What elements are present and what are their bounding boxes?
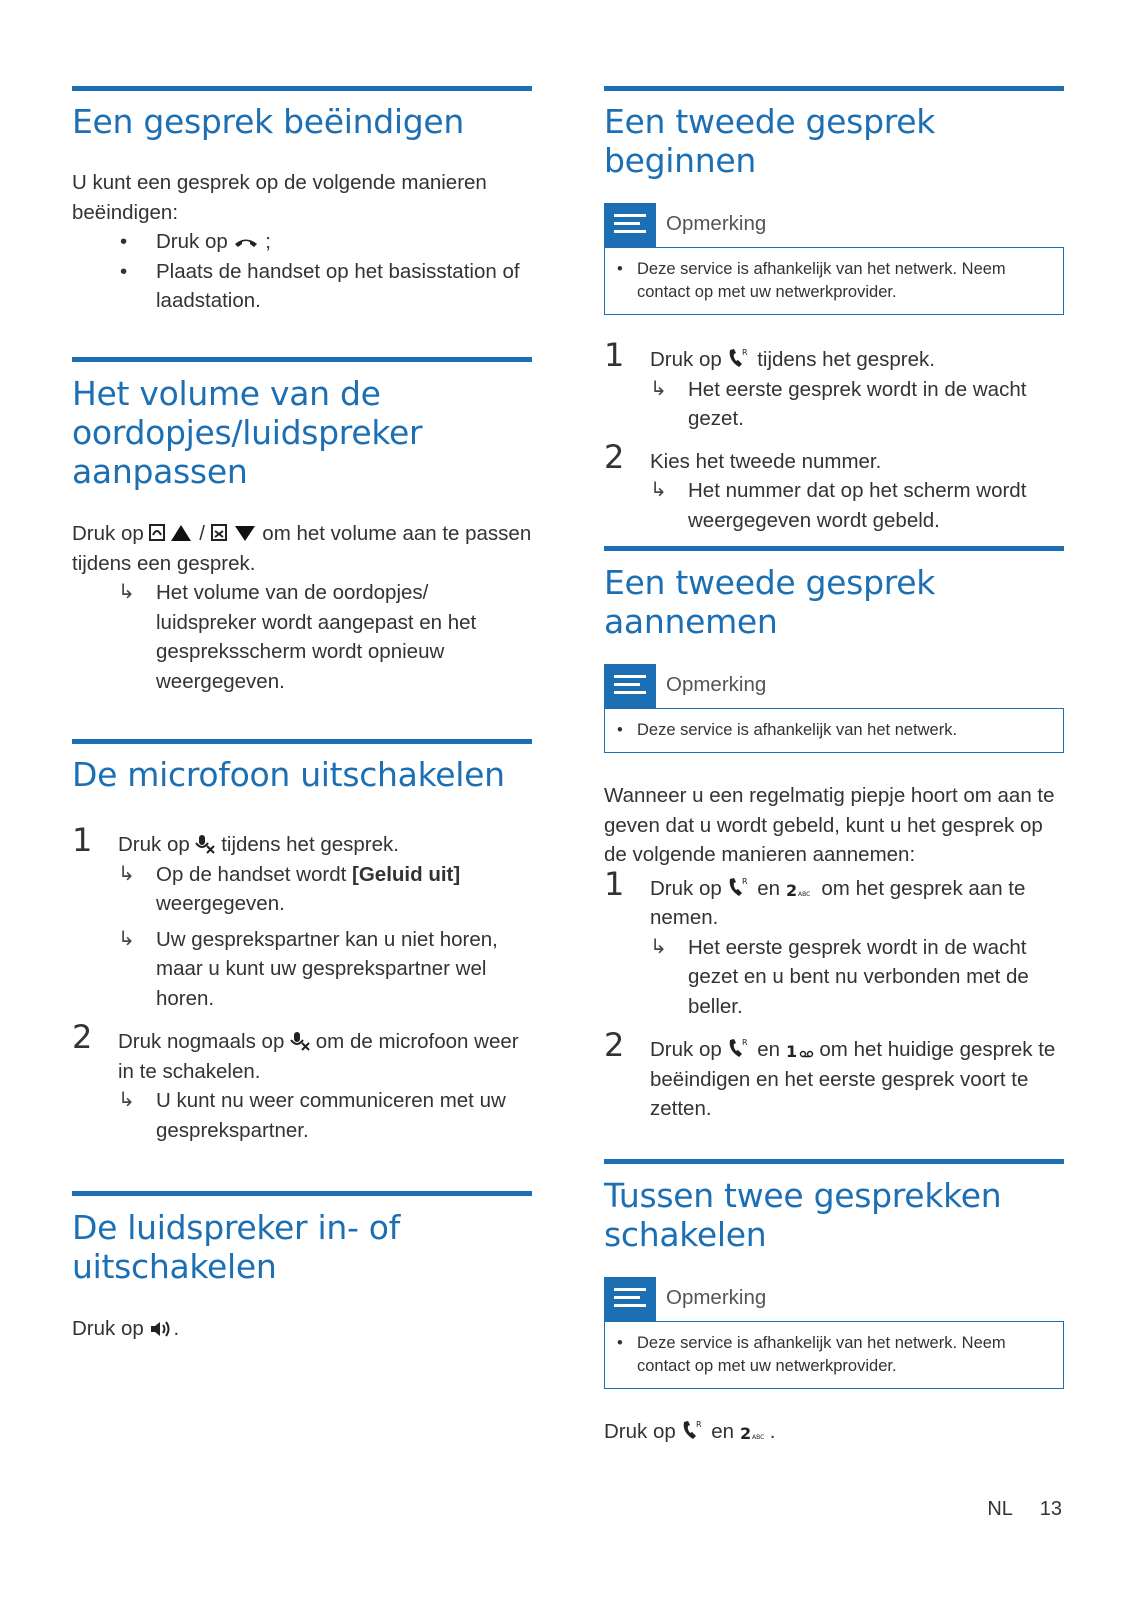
step-number: 2 — [72, 1018, 93, 1056]
text-run: om het gesprek aan te nemen. — [650, 876, 1026, 929]
note-icon — [604, 664, 656, 708]
svg-text:R: R — [696, 1420, 703, 1429]
note-text: Deze service is afhankelijk van het netwerk. Neem contact op met uw netwerkprovider. — [637, 260, 1006, 301]
result-text: Het eerste gesprek wordt in de wacht gezet. — [688, 377, 1027, 430]
title-line: De luidspreker in- of — [72, 1208, 400, 1247]
note-header — [604, 1277, 1064, 1321]
note-box — [604, 247, 1064, 315]
result-arrow-icon: ↳ — [650, 377, 667, 400]
step-number: 1 — [72, 821, 93, 859]
result-text: Het volume van de oordopjes/ luidspreker wordt aangepast en het gespreksscherm wordt opnieuw weergegeven. — [156, 581, 477, 693]
mute-icon — [195, 834, 215, 854]
text-run: . — [173, 1317, 180, 1340]
section-mute — [72, 739, 532, 1145]
step-item — [604, 336, 1064, 434]
bullet-text: Druk op — [156, 230, 228, 253]
result-arrow-icon: ↳ — [118, 862, 135, 885]
note-label: Opmerking — [666, 1286, 767, 1309]
note-label: Opmerking — [666, 212, 767, 235]
result-text: Het eerste gesprek wordt in de wacht gezet en u bent nu verbonden met de beller. — [688, 935, 1029, 1018]
bullet-dot: • — [617, 721, 623, 739]
section-end-call — [72, 86, 532, 316]
step-item — [72, 821, 532, 1013]
bullet-list — [72, 227, 532, 316]
section-title: De microfoon uitschakelen — [72, 755, 505, 794]
section-volume — [72, 357, 532, 696]
step-item — [604, 437, 1064, 536]
list-item — [72, 257, 532, 316]
title-line: uitschakelen — [72, 1247, 277, 1286]
section-title: Een tweede gesprek beginnen — [604, 102, 936, 180]
bullet-dot: • — [120, 259, 128, 283]
text-run: om de microfoon weer in te schakelen. — [118, 1030, 519, 1083]
step-item — [604, 864, 1064, 1022]
key-2-icon — [786, 882, 816, 898]
section-title — [604, 563, 1064, 641]
instruction-text — [604, 1417, 1064, 1447]
bullet-dot: • — [617, 1334, 623, 1352]
section-speaker — [72, 1191, 532, 1344]
recall-icon — [681, 1419, 705, 1441]
intro-text: U kunt een gesprek op de volgende manieren beëindigen: — [72, 171, 487, 224]
text-run: tijdens het gesprek. — [221, 833, 399, 856]
note-icon — [604, 203, 656, 247]
page-number: 13 — [1039, 1498, 1062, 1520]
intro-text: Wanneer u een regelmatig piepje hoort om aan te geven dat u wordt gebeld, kunt u het gesprek op de volgende manieren aannemen: — [604, 784, 1055, 866]
section-rule — [604, 1159, 1064, 1164]
note-header — [604, 664, 1064, 708]
result-text: Het nummer dat op het scherm wordt weergegeven wordt gebeld. — [688, 479, 1027, 532]
text-run: en — [757, 1038, 780, 1061]
text-run: / — [199, 522, 205, 545]
section-rule — [604, 86, 1064, 91]
bullet-text-end: ; — [265, 230, 271, 253]
instruction-text — [72, 519, 532, 578]
result-item — [650, 375, 1064, 434]
speaker-icon — [149, 1320, 173, 1338]
page-footer — [987, 1498, 1062, 1521]
note — [604, 664, 1064, 753]
text-run: om het volume aan te passen tijdens een gesprek. — [72, 522, 532, 575]
step-number: 1 — [604, 336, 625, 374]
bullet-text: Plaats de handset op het basisstation of laadstation. — [156, 259, 520, 312]
title-line: Het volume van de — [72, 374, 381, 413]
svg-text:2: 2 — [785, 881, 797, 898]
key-1-icon — [786, 1043, 814, 1059]
list-item — [72, 227, 532, 257]
result-text: Uw gesprekspartner kan u niet horen, maar u kunt uw gesprekspartner wel horen. — [156, 927, 498, 1010]
bullet-dot: • — [617, 260, 623, 278]
section-switch-calls — [604, 1159, 1064, 1447]
recall-icon — [727, 876, 751, 898]
mute-icon — [290, 1031, 310, 1051]
note — [604, 1277, 1064, 1389]
note-box — [604, 1321, 1064, 1389]
text-run: om het huidige gesprek te beëindigen en het eerste gesprek voort te zetten. — [650, 1038, 1056, 1120]
step-number: 2 — [604, 1026, 625, 1064]
recall-icon — [727, 1037, 751, 1059]
svg-text:ABC: ABC — [751, 1434, 765, 1441]
text-run: en — [757, 876, 780, 900]
section-rule — [72, 86, 532, 91]
instruction-text — [72, 1314, 532, 1344]
end-call-icon — [233, 235, 259, 251]
section-title — [72, 374, 532, 491]
volume-up-icon — [149, 523, 193, 543]
result-text: weergegeven. — [156, 892, 285, 915]
title-line: Tussen twee gesprekken — [604, 1176, 1002, 1215]
note-icon — [604, 1277, 656, 1321]
section-rule — [604, 546, 1064, 551]
title-line: aanpassen — [72, 452, 248, 491]
step-item — [604, 1026, 1064, 1124]
result-arrow-icon: ↳ — [118, 927, 135, 950]
note-box — [604, 708, 1064, 753]
key-2-icon — [740, 1425, 770, 1441]
svg-text:R: R — [742, 1038, 749, 1047]
section-second-call-start — [604, 86, 1064, 535]
text-run: Druk op — [72, 1317, 144, 1340]
text-run: tijdens het gesprek. — [757, 348, 935, 371]
text-run: Druk op — [650, 1038, 722, 1061]
result-text: U kunt nu weer communiceren met uw gesprekspartner. — [156, 1089, 506, 1142]
svg-text:R: R — [742, 876, 749, 886]
section-rule — [72, 1191, 532, 1196]
result-item — [118, 1086, 532, 1145]
volume-down-icon — [211, 523, 257, 543]
bullet-dot: • — [120, 230, 128, 253]
text-run: Kies het tweede nummer. — [650, 449, 882, 473]
section-title — [72, 1208, 532, 1286]
svg-text:R: R — [742, 348, 749, 357]
result-arrow-icon: ↳ — [118, 1089, 135, 1111]
section-title: Een gesprek beëindigen — [72, 102, 465, 141]
result-item — [118, 925, 532, 1014]
text-run: Druk op — [650, 876, 722, 900]
result-item — [72, 578, 532, 696]
svg-text:1: 1 — [785, 1043, 797, 1059]
note-text: Deze service is afhankelijk van het netwerk. Neem contact op met uw netwerkprovider. — [637, 1334, 1006, 1375]
result-arrow-icon: ↳ — [650, 479, 667, 501]
section-rule — [72, 739, 532, 744]
title-line: aannemen — [604, 602, 778, 641]
title-line: oordopjes/luidspreker — [72, 413, 423, 452]
text-run: en — [711, 1420, 734, 1443]
note-label: Opmerking — [666, 673, 767, 696]
result-arrow-icon: ↳ — [118, 581, 135, 603]
step-item — [72, 1018, 532, 1145]
text-run: Druk op — [604, 1420, 676, 1443]
section-second-call-answer — [604, 546, 1064, 1124]
result-arrow-icon: ↳ — [650, 935, 667, 958]
recall-icon — [727, 347, 751, 369]
step-number: 1 — [604, 864, 625, 903]
svg-text:ABC: ABC — [797, 890, 811, 898]
title-line: schakelen — [604, 1215, 767, 1254]
text-run: . — [769, 1420, 776, 1443]
note — [604, 203, 1064, 315]
language-code: NL — [987, 1498, 1013, 1520]
note-text: Deze service is afhankelijk van het netwerk. — [637, 721, 958, 739]
text-run: Druk op — [72, 522, 144, 545]
text-run: Druk op — [118, 833, 190, 856]
result-text: Op de handset wordt — [156, 862, 347, 886]
note-header — [604, 203, 1064, 247]
display-message: [Geluid uit] — [352, 862, 461, 886]
step-number: 2 — [604, 437, 625, 476]
section-title — [604, 1176, 1064, 1254]
svg-text:2: 2 — [739, 1425, 751, 1441]
result-item — [650, 476, 1064, 535]
text-run: Druk nogmaals op — [118, 1030, 285, 1053]
result-item — [118, 860, 532, 919]
text-run: Druk op — [650, 348, 722, 371]
title-line: Een tweede gesprek — [604, 563, 936, 602]
section-rule — [72, 357, 532, 362]
result-item — [650, 933, 1064, 1022]
